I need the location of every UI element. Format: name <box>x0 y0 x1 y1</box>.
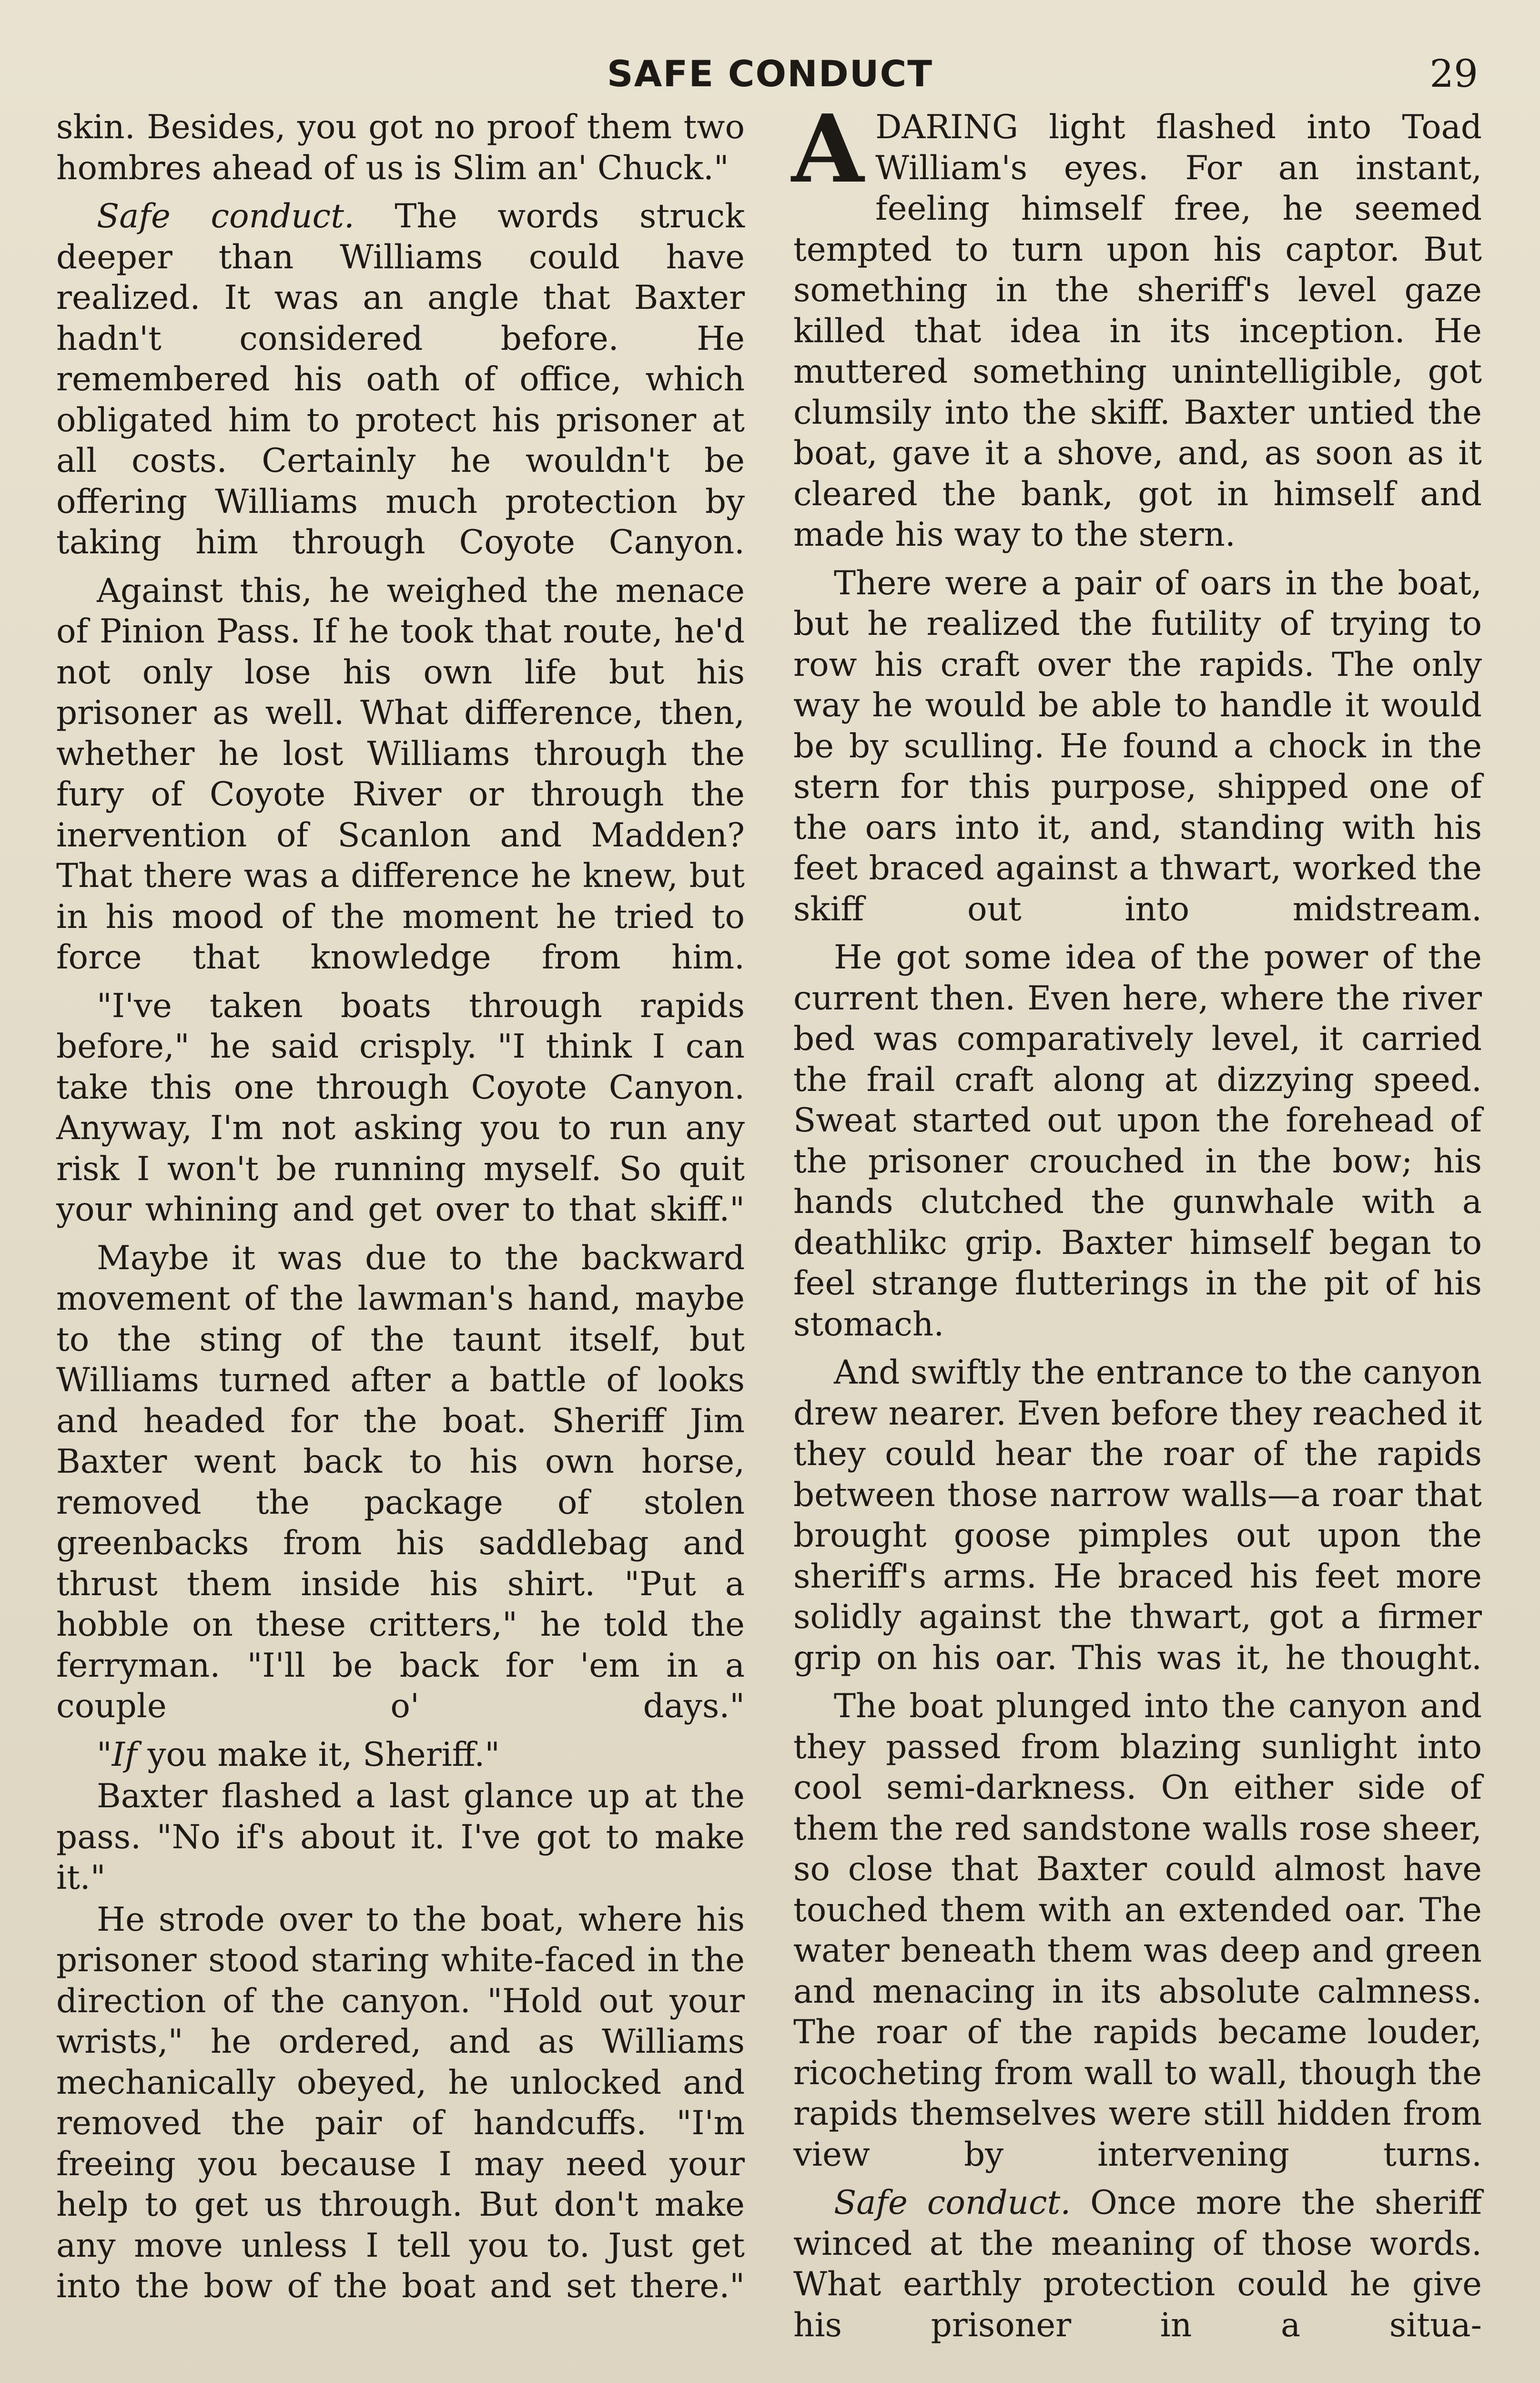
opening-paragraph <box>791 94 1482 556</box>
paragraph-text: DARING light flashed into Toad William's eyes. For an instant, feeling himself free, he seemed tempted to turn upon his captor. But something in the sheriff's level gaze killed that idea in its inception. He muttered something unintelligible, got clumsily into the skiff. Baxter untied the boat, gave it a shove, and, as soon as it cleared the bank, got in himself and made his way to the stern. <box>793 108 1482 554</box>
paragraph <box>793 2183 1482 2346</box>
paragraph: Baxter flashed a last glance up at the pass. "No if's about it. I've got to make it." <box>56 1777 745 1897</box>
paragraph: He strode over to the boat, where his prisoner stood staring white-faced in the direction of the canyon. "Hold out your wrists," he ordered, and as Williams mechanically obeyed, he unlocked and removed the pair of handcuffs. "I'm freeing you because I may need your help to get us through. But don't make any move unless I tell you to. Just get into the bow of the boat and set there." <box>56 1900 745 2305</box>
left-column <box>56 107 745 2383</box>
italic-word: If <box>111 1735 137 1774</box>
paragraph: Maybe it was due to the backward movement of the lawman's hand, maybe to the sting of the taunt itself, but Williams turned after a battle of looks and headed for the boat. Sheriff Jim Baxter went back to his own horse, removed the package of stolen greenbacks from his saddlebag and thrust them inside his shirt. "Put a hobble on these critters," he told the ferryman. "I'll be back for 'em in a couple o' days." <box>56 1239 745 1725</box>
running-title: SAFE CONDUCT <box>607 52 933 95</box>
paragraph: There were a pair of oars in the boat, but he realized the futility of trying to row his craft over the rapids. The only way he would be able to handle it would be by sculling. He found a chock in the stern for this purpose, shipped one of the oars into it, and, standing with his feet braced against a thwart, worked the skiff out into midstream. <box>793 564 1482 928</box>
paragraph-continued: skin. Besides, you got no proof them two hombres ahead of us is Slim an' Chuck." <box>56 108 745 187</box>
paragraph: "I've taken boats through rapids before," he said crisply. "I think I can take this one through Coyote Canyon. Anyway, I'm not asking you to run any risk I won't be running myself. So quit your whining and get over to that skiff." <box>56 987 745 1229</box>
paragraph <box>56 196 745 563</box>
paragraph: And swiftly the entrance to the canyon drew nearer. Even before they reached it they could hear the roar of the rapids between those narrow walls—a roar that brought goose pimples out upon the sheriff's arms. He braced his feet more solidly against the thwart, got a firmer grip on his oar. This was it, he thought. <box>793 1354 1482 1677</box>
page-number: 29 <box>1429 51 1478 96</box>
paragraph: He got some idea of the power of the current then. Even here, where the river bed was comparatively level, it carried the frail craft along at dizzying speed. Sweat started out upon the forehead of the prisoner crouched in the bow; his hands clutched the gunwhale with a deathlikc grip. Baxter himself began to feel strange flutterings in the pit of his stomach. <box>793 938 1482 1344</box>
page-header <box>0 45 1540 102</box>
paragraph: The boat plunged into the canyon and they passed from blazing sunlight into cool semi-darkness. On either side of them the red sandstone walls rose sheer, so close that Baxter could almost have touched them with an extended oar. The water beneath them was deep and green and menacing in its absolute calmness. The roar of the rapids became louder, ricocheting from wall to wall, though the rapids themselves were still hidden from view by intervening turns. <box>793 1687 1482 2174</box>
italic-phrase: Safe conduct. <box>97 197 355 235</box>
paragraph-text: Once more the sheriff winced at the meaning of those words. What earthly protection could he give his prisoner in a situa- <box>793 2184 1482 2344</box>
italic-phrase: Safe conduct. <box>834 2184 1071 2222</box>
paragraph-text: you make it, Sheriff." <box>137 1735 500 1774</box>
drop-cap: A <box>791 94 864 204</box>
paragraph-text: The words struck deeper than Williams could have realized. It was an angle that Baxter hadn't considered before. He remembered his oath of office, which obligated him to protect his prisoner at all costs. Certainly he wouldn't be offering Williams much protection by taking him through Coyote Canyon. <box>56 197 745 561</box>
right-column <box>791 94 1482 2383</box>
quote-mark: " <box>97 1735 112 1774</box>
paragraph <box>56 1735 745 1776</box>
paragraph: Against this, he weighed the menace of Pinion Pass. If he took that route, he'd not only lose his own life but his prisoner as well. What difference, then, whether he lost Williams through the fury of Coyote River or through the inervention of Scanlon and Madden? That there was a difference he knew, but in his mood of the moment he tried to force that knowledge from him. <box>56 571 745 977</box>
